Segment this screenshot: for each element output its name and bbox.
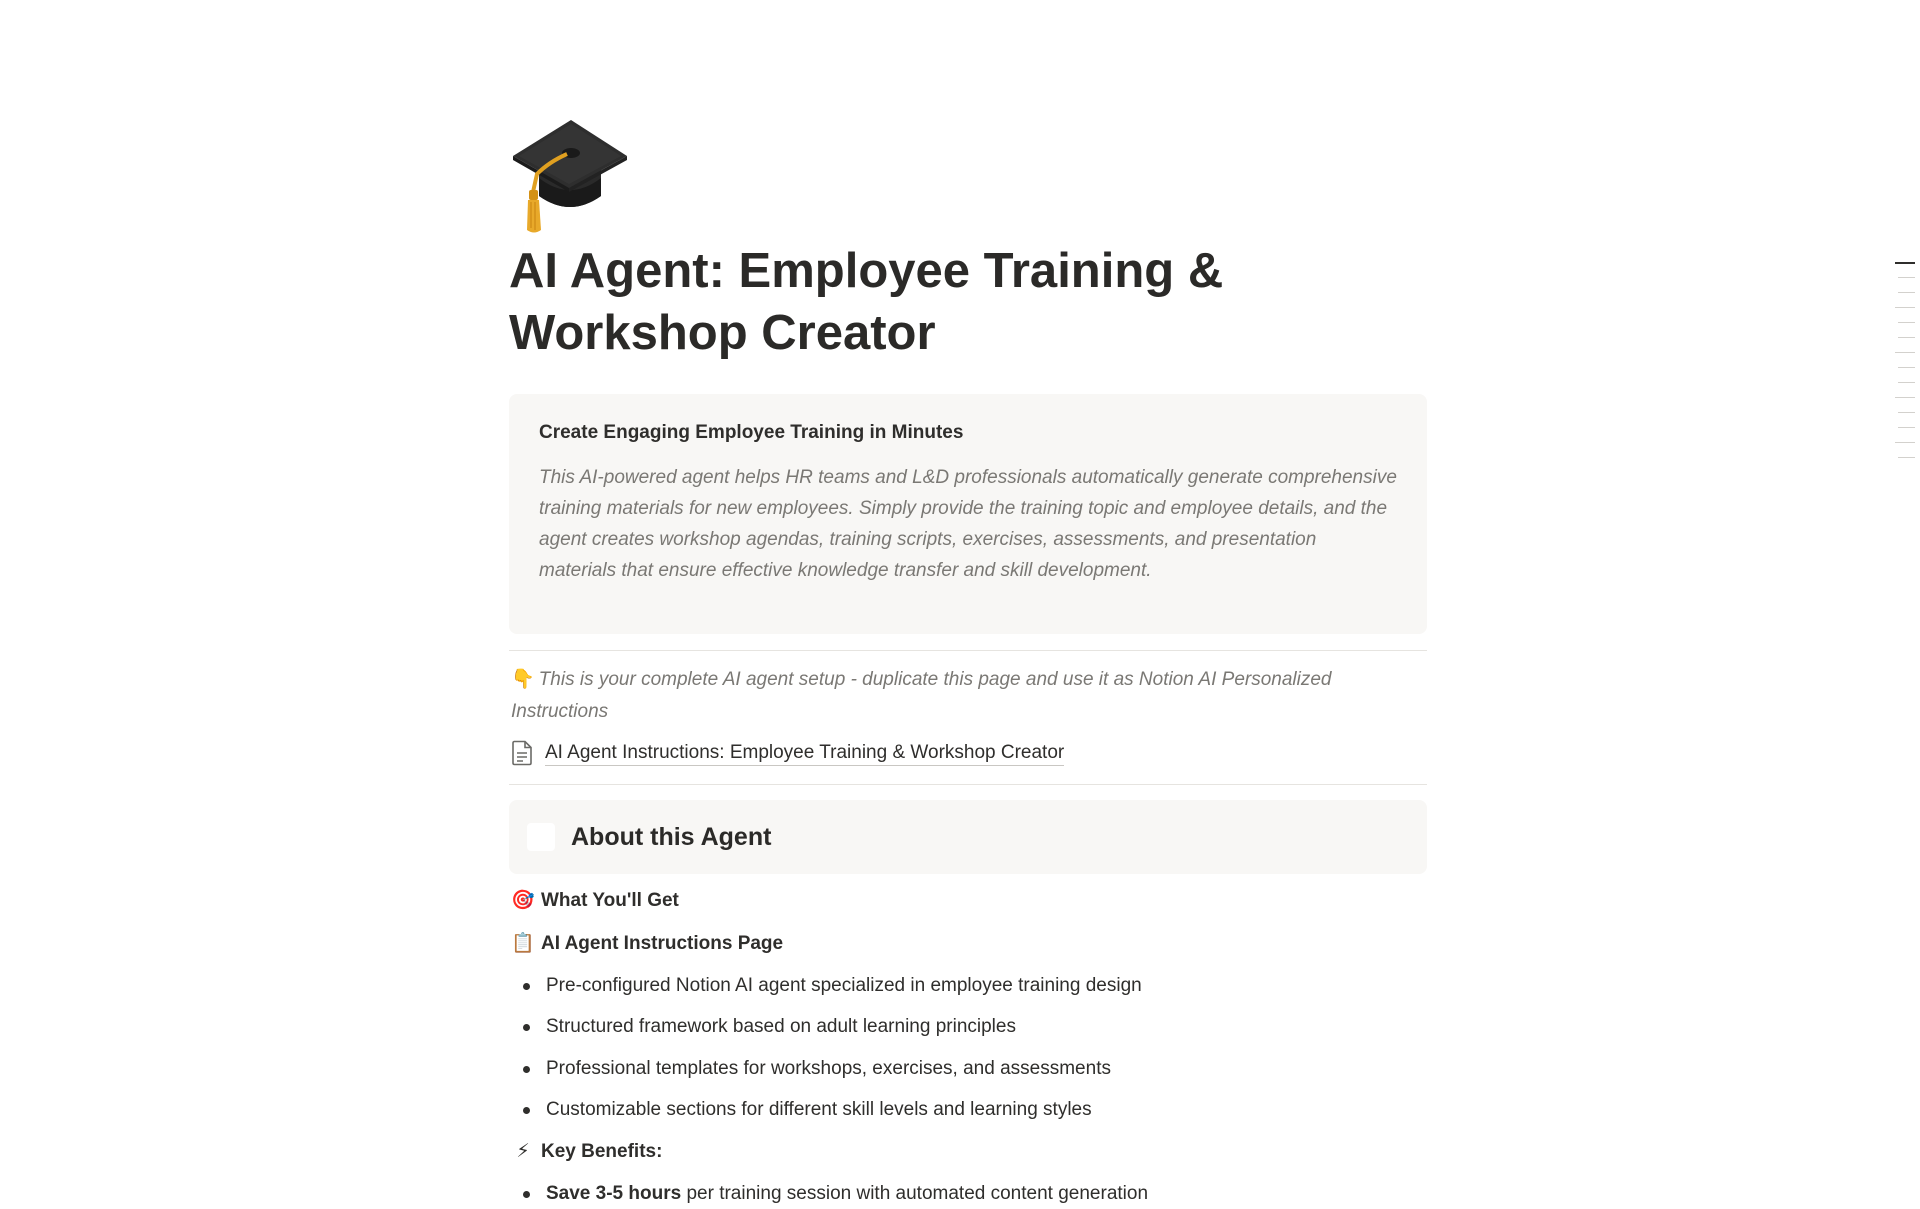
outline-item[interactable] (1895, 262, 1915, 264)
outline-item[interactable] (1895, 442, 1915, 443)
setup-note (511, 664, 1411, 728)
pointing-down-icon: 👇 (511, 669, 535, 690)
list-item (509, 971, 1142, 1001)
outline-item[interactable] (1898, 322, 1915, 323)
list-item (509, 1054, 1111, 1084)
lightning-icon: ⚡ (516, 1141, 530, 1162)
setup-note-text: This is your complete AI agent setup - duplicate this page and use it as Notion AI Personalized Instructions (511, 669, 1332, 722)
linked-page-title[interactable]: AI Agent Instructions: Employee Training & Workshop Creator (545, 741, 1064, 766)
outline-item[interactable] (1895, 307, 1915, 308)
bullet-icon (523, 1024, 530, 1031)
divider (509, 784, 1427, 785)
heading-key-benefits (511, 1137, 662, 1167)
target-icon: 🎯 (511, 890, 535, 911)
page-title[interactable]: AI Agent: Employee Training & Workshop Creator (509, 244, 1224, 360)
list-item-text: Professional templates for workshops, exercises, and assessments (546, 1058, 1111, 1079)
list-item-bold: Save 3-5 hours (546, 1183, 682, 1204)
graduation-cap-icon[interactable] (509, 118, 631, 236)
callout-title: Create Engaging Employee Training in Minutes (539, 422, 964, 443)
clipboard-icon: 📋 (511, 933, 535, 954)
bullet-icon (523, 983, 530, 990)
outline-item[interactable] (1898, 277, 1915, 278)
list-item (509, 1012, 1016, 1042)
document-icon (511, 740, 533, 766)
list-item-text: Customizable sections for different skill levels and learning styles (546, 1099, 1092, 1120)
linked-page-instructions[interactable] (511, 737, 1064, 769)
heading-label: AI Agent Instructions Page (541, 933, 784, 954)
list-item (509, 1095, 1092, 1125)
outline-item[interactable] (1898, 292, 1915, 293)
heading-instructions-page (511, 929, 783, 959)
heading-label: Key Benefits: (541, 1141, 663, 1162)
list-item-text: per training session with automated content generation (681, 1183, 1149, 1204)
bullet-icon (523, 1191, 530, 1198)
heading-what-youll-get (511, 886, 679, 916)
divider (509, 650, 1427, 651)
list-item-text: Pre-configured Notion AI agent specialized in employee training design (546, 975, 1142, 996)
outline-item[interactable] (1898, 412, 1915, 413)
outline-item[interactable] (1898, 337, 1915, 338)
outline-item[interactable] (1898, 382, 1915, 383)
toggle-label: About this Agent (571, 822, 772, 851)
outline-item[interactable] (1898, 457, 1915, 458)
heading-label: What You'll Get (541, 890, 679, 911)
list-item (509, 1179, 1148, 1209)
about-agent-toggle[interactable] (509, 800, 1427, 874)
list-item-text: Structured framework based on adult learning principles (546, 1016, 1016, 1037)
outline-item[interactable] (1898, 427, 1915, 428)
intro-callout (509, 394, 1427, 634)
outline-item[interactable] (1898, 367, 1915, 368)
bullet-icon (523, 1066, 530, 1073)
bullet-icon (523, 1107, 530, 1114)
outline-item[interactable] (1895, 352, 1915, 353)
callout-body: This AI-powered agent helps HR teams and L&D professionals automatically generate comprehensive training materials for new employees. Simply provide the training topic and employee details, and the agent creates workshop agendas, training scripts, exercises, assessments, and presentation materials that ensure effective knowledge transfer and skill development. (539, 467, 1397, 581)
toggle-icon[interactable] (527, 823, 555, 851)
outline-item[interactable] (1895, 397, 1915, 398)
